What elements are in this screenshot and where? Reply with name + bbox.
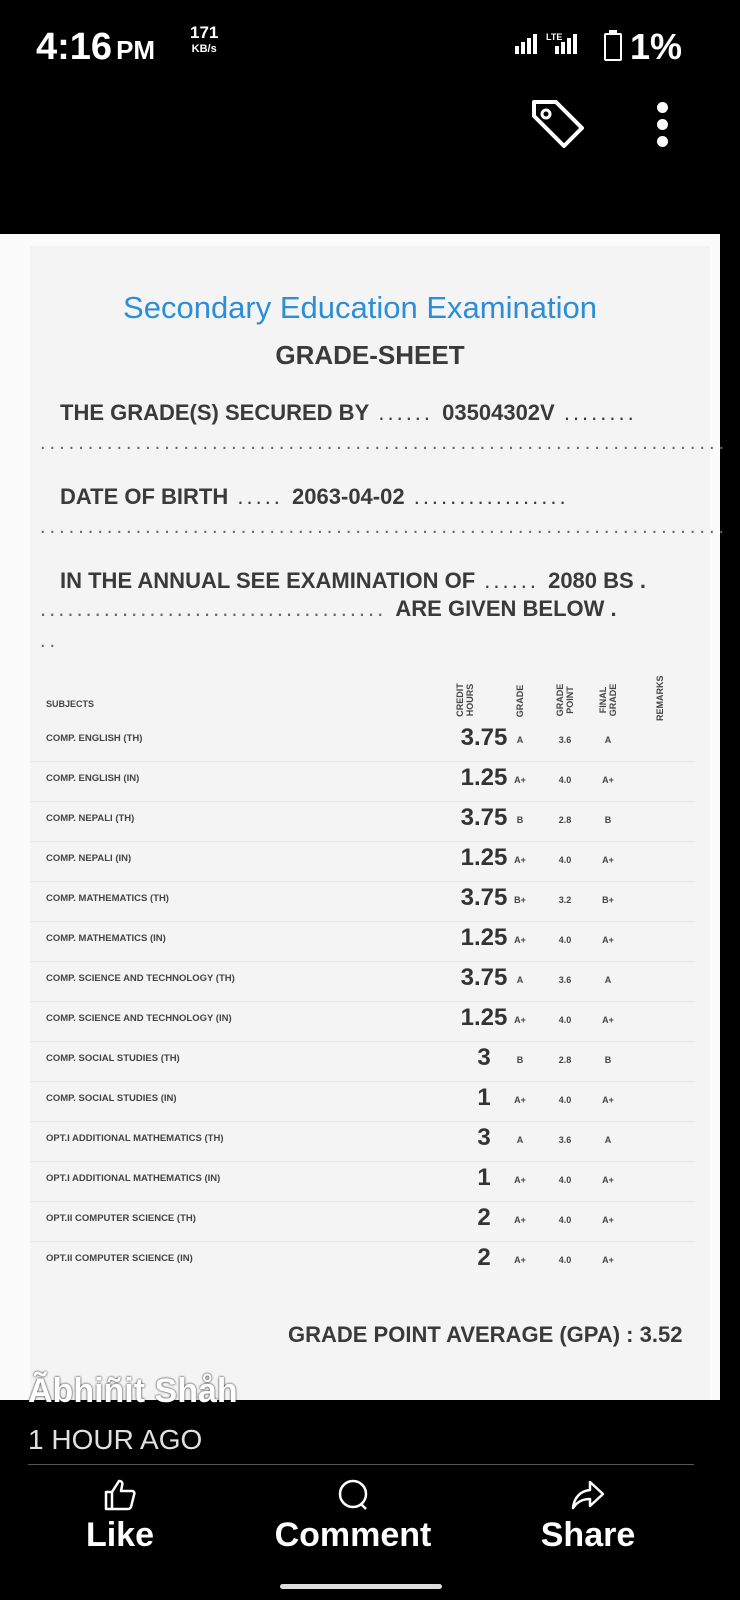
battery-icon (604, 33, 622, 61)
clock: 4:16 PM (36, 26, 156, 68)
gpa-line: GRADE POINT AVERAGE (GPA) : 3.52 (288, 1322, 683, 1347)
secured-by-line: THE GRADE(S) SECURED BY ...... 03504302V ........ (60, 400, 637, 425)
table-row: COMP. NEPALI (IN) 1.25 A+ 4.0 A+ (30, 841, 695, 882)
table-row: COMP. SCIENCE AND TECHNOLOGY (TH) 3.75 A 3.6 A (30, 961, 695, 1002)
share-button[interactable]: Share (538, 1478, 638, 1555)
home-indicator[interactable] (280, 1584, 442, 1589)
given-below-line: ...................................... ARE GIVEN BELOW . (40, 596, 617, 621)
comment-icon (335, 1478, 371, 1512)
dotted-line: ........................................................................ (40, 432, 729, 454)
header-grade-point: GRADE POINT (555, 683, 575, 717)
grade-sheet-image (0, 234, 729, 1400)
table-row: COMP. ENGLISH (IN) 1.25 A+ 4.0 A+ (30, 761, 695, 802)
lte-label: LTE (546, 32, 563, 42)
document-title: Secondary Education Examination (123, 290, 597, 325)
header-final-grade: FINAL GRADE (598, 683, 618, 717)
header-remarks: REMARKS (655, 675, 665, 721)
dob-line: DATE OF BIRTH ..... 2063-04-02 ................. (60, 484, 569, 509)
share-icon (570, 1478, 606, 1512)
document-subtitle: GRADE-SHEET (275, 340, 465, 370)
more-vertical-icon[interactable] (652, 102, 672, 150)
table-row: OPT.I ADDITIONAL MATHEMATICS (IN) 1 A+ 4.0 A+ (30, 1161, 695, 1202)
status-bar (0, 0, 720, 100)
network-speed: 171 KB/s (190, 23, 219, 55)
comment-button[interactable]: Comment (268, 1478, 438, 1555)
table-row: COMP. SOCIAL STUDIES (TH) 3 B 2.8 B (30, 1041, 695, 1082)
thumbs-up-icon (102, 1478, 138, 1512)
table-row: COMP. ENGLISH (TH) 3.75 A 3.6 A (30, 721, 695, 762)
header-credit-hours: CREDIT HOURS (455, 683, 475, 717)
dotted-line: .. (40, 630, 60, 652)
like-button[interactable]: Like (60, 1478, 180, 1555)
header-grade: GRADE (515, 684, 525, 718)
table-row: COMP. MATHEMATICS (IN) 1.25 A+ 4.0 A+ (30, 921, 695, 962)
exam-line: IN THE ANNUAL SEE EXAMINATION OF ...... 2080 BS . (60, 568, 646, 593)
battery-percent: 1% (630, 26, 683, 67)
tag-icon[interactable] (528, 100, 588, 150)
table-row: OPT.I ADDITIONAL MATHEMATICS (TH) 3 A 3.6 A (30, 1121, 695, 1162)
table-row: COMP. SCIENCE AND TECHNOLOGY (IN) 1.25 A+ 4.0 A+ (30, 1001, 695, 1042)
table-row: COMP. SOCIAL STUDIES (IN) 1 A+ 4.0 A+ (30, 1081, 695, 1122)
table-row: OPT.II COMPUTER SCIENCE (IN) 2 A+ 4.0 A+ (46, 1244, 614, 1271)
table-row: OPT.II COMPUTER SCIENCE (TH) 2 A+ 4.0 A+ (30, 1201, 695, 1242)
divider (28, 1464, 694, 1465)
post-time: 1 HOUR AGO (28, 1424, 203, 1455)
table-row: COMP. MATHEMATICS (TH) 3.75 B+ 3.2 B+ (30, 881, 695, 922)
header-subjects: SUBJECTS (46, 699, 95, 709)
author-name[interactable]: Ãbhiñit Shåh (28, 1372, 238, 1410)
dotted-line: ........................................................................ (40, 516, 729, 538)
table-row: COMP. NEPALI (TH) 3.75 B 2.8 B (30, 801, 695, 842)
